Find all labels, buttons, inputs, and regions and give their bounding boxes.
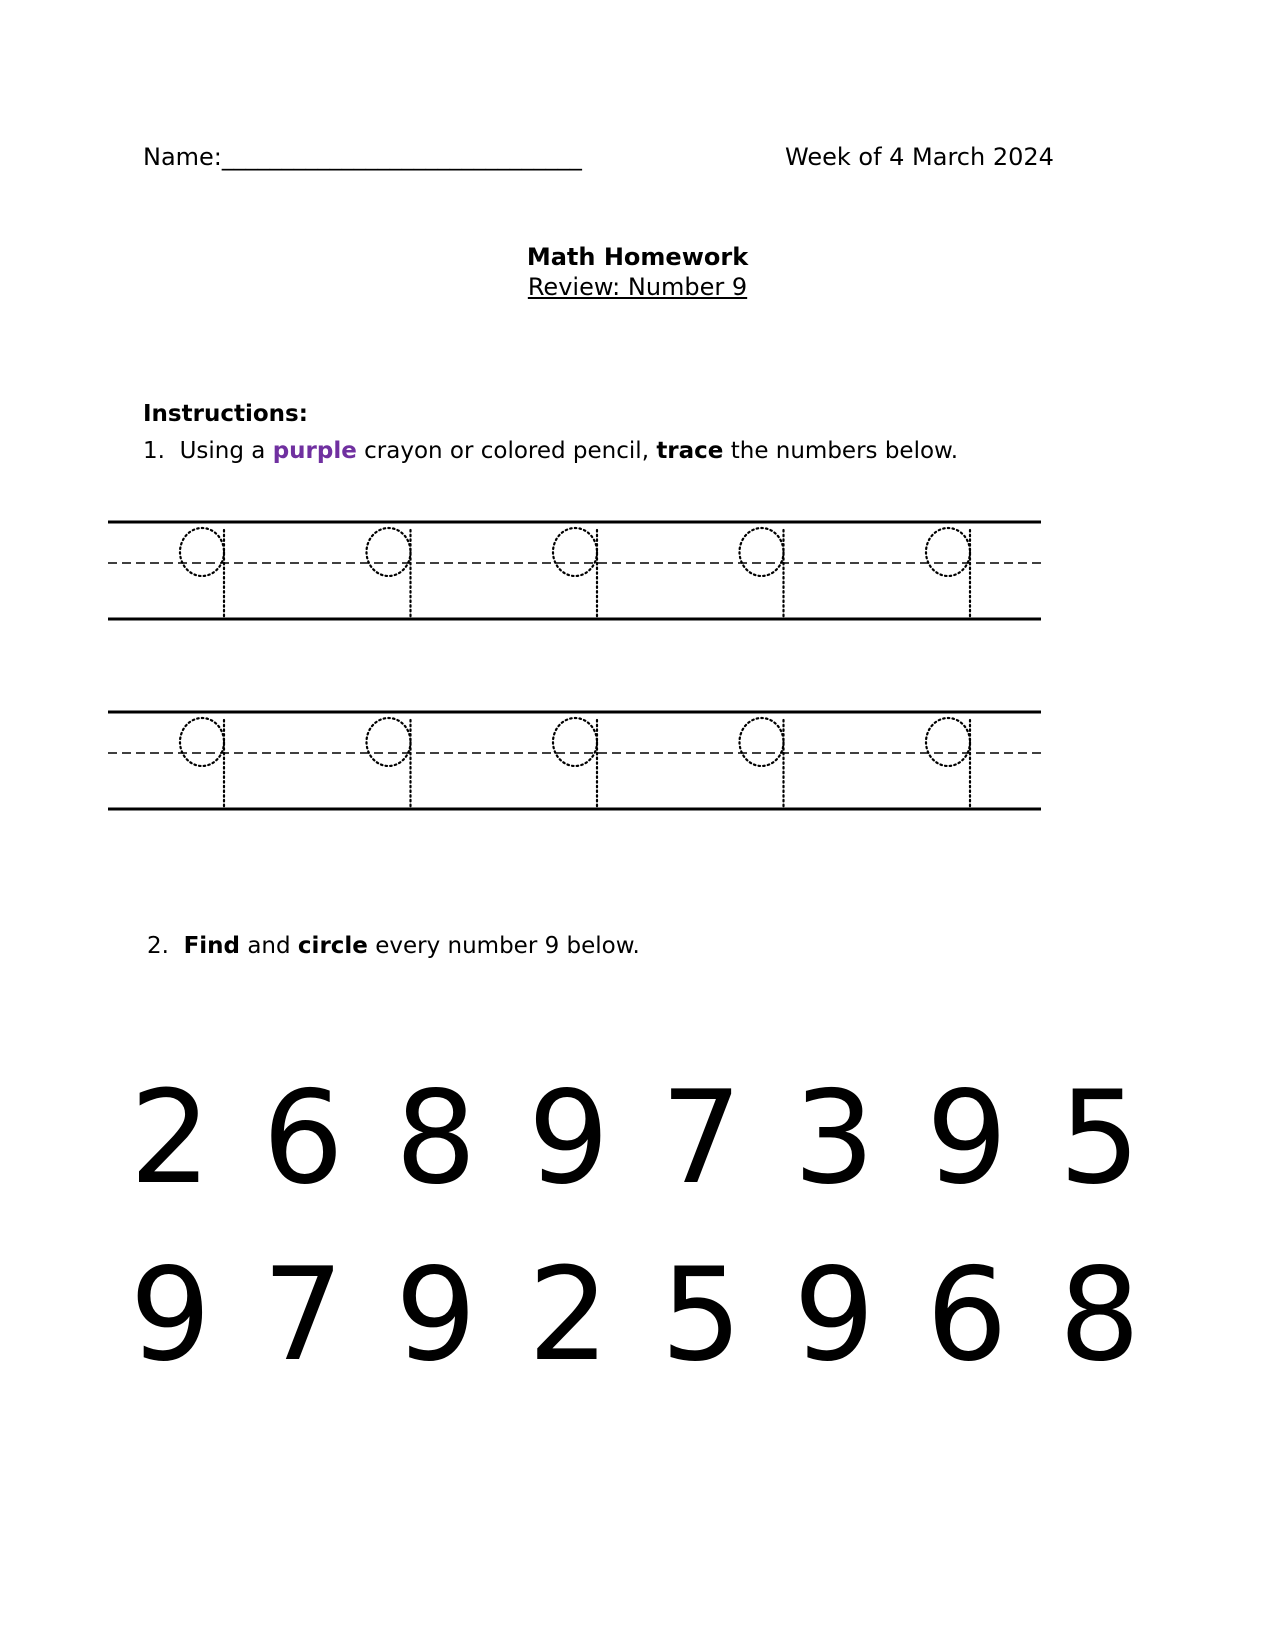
week-date: Week of 4 March 2024: [785, 143, 1054, 171]
digit-row-1: [104, 1064, 1166, 1213]
digit-item[interactable]: 8: [1058, 1241, 1141, 1390]
digit-item[interactable]: 9: [129, 1241, 212, 1390]
tracing-lines: [108, 522, 1041, 809]
step-1-number: 1.: [143, 438, 165, 464]
digit-item[interactable]: 9: [793, 1241, 875, 1390]
digit-item[interactable]: 5: [1058, 1064, 1141, 1213]
traceable-nine-loop: [926, 528, 970, 576]
traceable-nine-loop: [367, 528, 411, 576]
digit-item[interactable]: 7: [660, 1064, 743, 1213]
digit-item[interactable]: 9: [926, 1064, 1008, 1213]
digit-item[interactable]: 2: [129, 1064, 212, 1213]
traceable-nine-loop: [180, 528, 224, 576]
page-title: Math Homework: [526, 243, 749, 271]
step-1-text-c: the numbers below.: [723, 438, 959, 464]
digit-item[interactable]: 2: [527, 1241, 610, 1390]
digit-item[interactable]: 8: [395, 1064, 477, 1213]
step-2-text-b: every number 9 below.: [367, 933, 640, 959]
step-2-number: 2.: [147, 933, 169, 959]
step-1-color-word: purple: [272, 438, 357, 464]
traceable-nine-loop: [553, 528, 597, 576]
digit-item[interactable]: 6: [926, 1241, 1008, 1390]
instructions-heading: Instructions:: [143, 401, 308, 427]
digit-item[interactable]: 9: [395, 1241, 477, 1390]
step-1-text-a: Using a: [179, 438, 273, 464]
digit-item[interactable]: 6: [262, 1064, 344, 1213]
traceable-nine-loop: [926, 718, 970, 766]
traceable-nine-loop: [740, 528, 784, 576]
digit-item[interactable]: 3: [793, 1064, 875, 1213]
step-2-text-a: and: [240, 933, 298, 959]
subtitle-text: Review: Number 9: [527, 273, 748, 301]
traceable-nine-loop: [367, 718, 411, 766]
traceable-nine-loop: [180, 718, 224, 766]
instruction-step-2: [147, 933, 640, 959]
step-2-bold-circle: circle: [297, 933, 368, 959]
digit-item[interactable]: 5: [660, 1241, 743, 1390]
step-2-bold-find: Find: [183, 933, 241, 959]
step-1-text-b: crayon or colored pencil,: [356, 438, 657, 464]
traceable-nine-loop: [553, 718, 597, 766]
digit-row-2: [104, 1241, 1166, 1390]
traceable-nine-loop: [740, 718, 784, 766]
digit-item[interactable]: 7: [262, 1241, 344, 1390]
name-field-label[interactable]: Name:______________________________: [143, 143, 582, 171]
digit-item[interactable]: 9: [527, 1064, 610, 1213]
step-1-bold-word: trace: [656, 438, 724, 464]
